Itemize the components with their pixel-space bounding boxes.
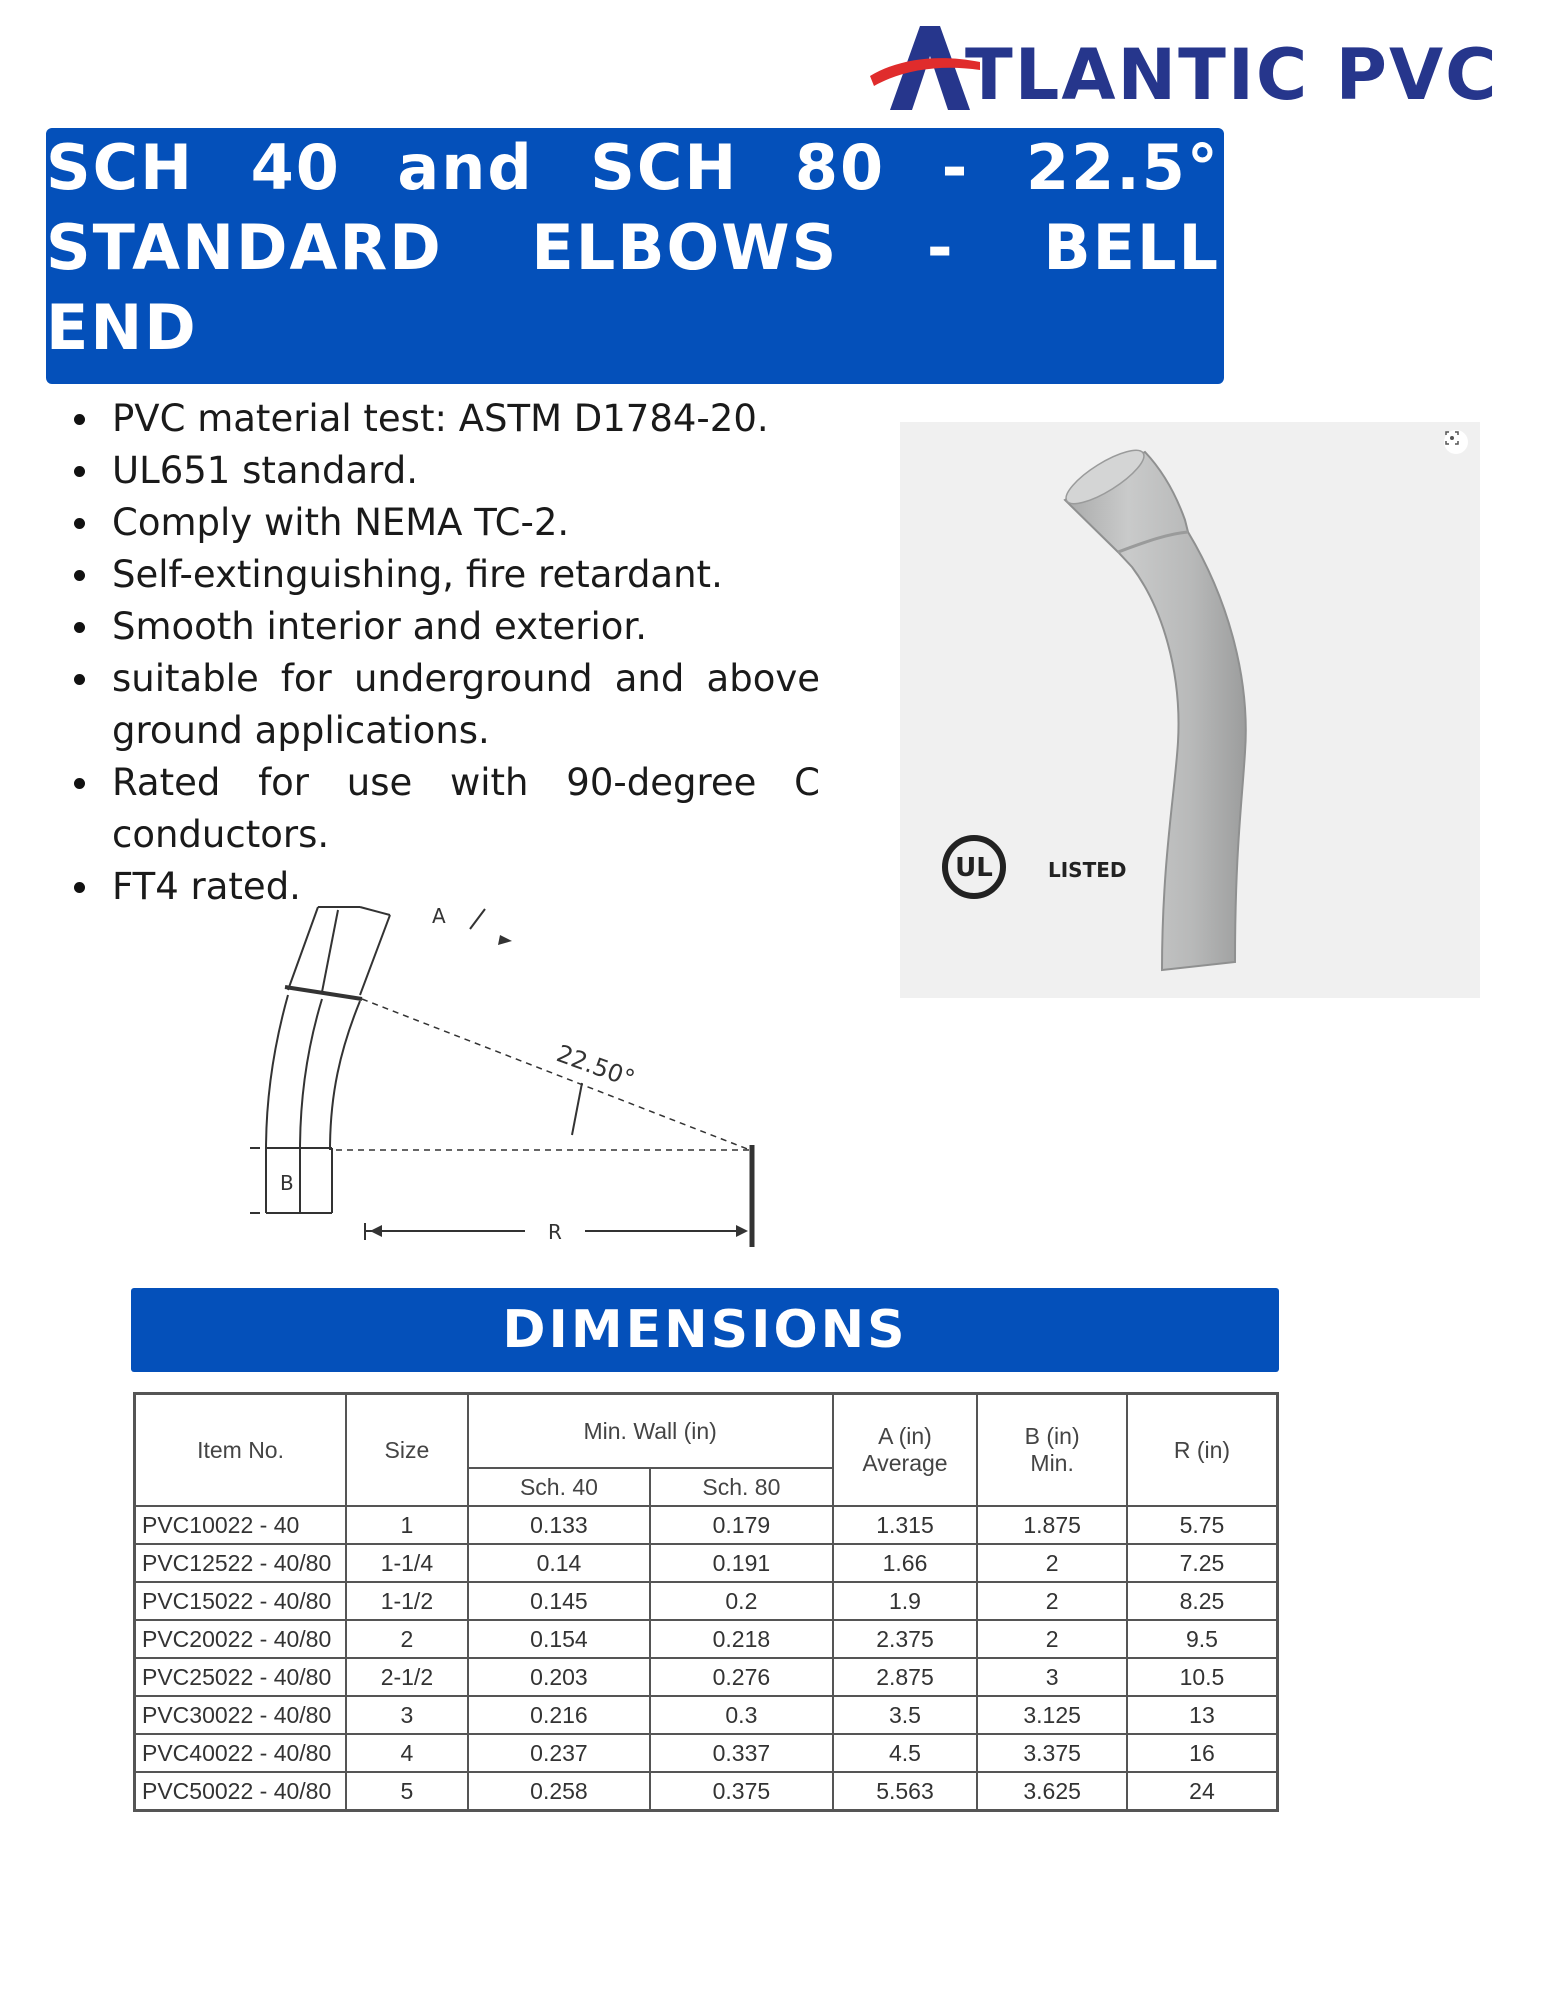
- title-word: 22.5°: [1025, 131, 1220, 204]
- cell-r: 8.25: [1127, 1582, 1278, 1620]
- cell-sch80: 0.276: [650, 1658, 832, 1696]
- cell-item-no: PVC40022 - 40/80: [135, 1734, 347, 1772]
- cell-item-no: PVC25022 - 40/80: [135, 1658, 347, 1696]
- header-b-line1: B (in): [1024, 1423, 1080, 1449]
- cell-a: 1.9: [833, 1582, 978, 1620]
- cell-sch80: 0.218: [650, 1620, 832, 1658]
- header-r: R (in): [1127, 1394, 1278, 1507]
- header-b: [977, 1394, 1127, 1507]
- table-row: [135, 1506, 1278, 1544]
- cell-a: 2.875: [833, 1658, 978, 1696]
- dimensions-table: [133, 1392, 1279, 1812]
- product-photo: [900, 422, 1480, 998]
- table-row: [135, 1772, 1278, 1811]
- feature-item: PVC material test: ASTM D1784-20.: [60, 393, 820, 445]
- header-item-no: Item No.: [135, 1394, 347, 1507]
- ul-listed-label: LISTED: [1048, 858, 1127, 882]
- cell-sch40: 0.133: [468, 1506, 650, 1544]
- cell-a: 1.66: [833, 1544, 978, 1582]
- ul-listed-icon: [940, 832, 1010, 902]
- table-row: [135, 1544, 1278, 1582]
- cell-size: 2-1/2: [346, 1658, 468, 1696]
- page-title: [46, 128, 1224, 384]
- feature-item: Self-extinguishing, fire retardant.: [60, 549, 820, 601]
- cell-sch40: 0.216: [468, 1696, 650, 1734]
- cell-item-no: PVC15022 - 40/80: [135, 1582, 347, 1620]
- cell-r: 9.5: [1127, 1620, 1278, 1658]
- header-a-line2: Average: [862, 1450, 948, 1476]
- cell-b: 3.125: [977, 1696, 1127, 1734]
- diagram-label-r: R: [548, 1220, 562, 1244]
- header-b-line2: Min.: [1030, 1450, 1074, 1476]
- header-min-wall: Min. Wall (in): [468, 1394, 833, 1469]
- table-row: [135, 1658, 1278, 1696]
- cell-a: 1.315: [833, 1506, 978, 1544]
- cell-a: 5.563: [833, 1772, 978, 1811]
- cell-sch40: 0.154: [468, 1620, 650, 1658]
- diagram-label-a: A: [432, 904, 446, 928]
- brand-logo: [870, 18, 1499, 118]
- header-sch80: Sch. 80: [650, 1468, 832, 1506]
- cell-b: 1.875: [977, 1506, 1127, 1544]
- cell-size: 1: [346, 1506, 468, 1544]
- feature-item: UL651 standard.: [60, 445, 820, 497]
- cell-item-no: PVC30022 - 40/80: [135, 1696, 347, 1734]
- cell-sch80: 0.191: [650, 1544, 832, 1582]
- cell-sch80: 0.3: [650, 1696, 832, 1734]
- title-word: BELL: [1043, 211, 1220, 284]
- title-word: and: [397, 131, 534, 204]
- cell-b: 3.375: [977, 1734, 1127, 1772]
- cell-b: 3: [977, 1658, 1127, 1696]
- cell-item-no: PVC10022 - 40: [135, 1506, 347, 1544]
- feature-item: Smooth interior and exterior.: [60, 601, 820, 653]
- title-word: ELBOWS: [531, 211, 839, 284]
- cell-a: 2.375: [833, 1620, 978, 1658]
- cell-r: 10.5: [1127, 1658, 1278, 1696]
- table-row: [135, 1696, 1278, 1734]
- cell-b: 2: [977, 1582, 1127, 1620]
- title-line-3: [46, 288, 1224, 368]
- cell-sch40: 0.258: [468, 1772, 650, 1811]
- cell-r: 5.75: [1127, 1506, 1278, 1544]
- elbow-pipe-image: [900, 422, 1480, 998]
- cell-sch80: 0.179: [650, 1506, 832, 1544]
- cell-sch40: 0.145: [468, 1582, 650, 1620]
- svg-text:UL: UL: [955, 853, 993, 883]
- feature-item: suitable for underground and above ground applications.: [60, 653, 820, 757]
- table-row: [135, 1620, 1278, 1658]
- header-a: [833, 1394, 978, 1507]
- cell-sch80: 0.337: [650, 1734, 832, 1772]
- cell-size: 2: [346, 1620, 468, 1658]
- elbow-dimension-diagram: [250, 895, 770, 1265]
- cell-item-no: PVC12522 - 40/80: [135, 1544, 347, 1582]
- header-a-line1: A (in): [878, 1423, 932, 1449]
- feature-item: Comply with NEMA TC-2.: [60, 497, 820, 549]
- cell-sch40: 0.203: [468, 1658, 650, 1696]
- cell-r: 7.25: [1127, 1544, 1278, 1582]
- logo-a-icon: [870, 18, 980, 118]
- diagram-label-b: B: [280, 1171, 294, 1195]
- cell-sch40: 0.14: [468, 1544, 650, 1582]
- table-row: [135, 1734, 1278, 1772]
- cell-size: 3: [346, 1696, 468, 1734]
- feature-item: FT4 rated.: [60, 861, 820, 913]
- cell-b: 2: [977, 1620, 1127, 1658]
- cell-item-no: PVC20022 - 40/80: [135, 1620, 347, 1658]
- cell-size: 5: [346, 1772, 468, 1811]
- cell-a: 4.5: [833, 1734, 978, 1772]
- cell-b: 2: [977, 1544, 1127, 1582]
- cell-b: 3.625: [977, 1772, 1127, 1811]
- cell-r: 24: [1127, 1772, 1278, 1811]
- dimensions-heading: DIMENSIONS: [131, 1288, 1279, 1372]
- expand-icon[interactable]: [1444, 430, 1468, 454]
- cell-r: 13: [1127, 1696, 1278, 1734]
- feature-list: [60, 393, 820, 913]
- cell-a: 3.5: [833, 1696, 978, 1734]
- ul-listed-badge: [940, 832, 1127, 902]
- cell-sch80: 0.375: [650, 1772, 832, 1811]
- title-line-1: [46, 128, 1224, 208]
- cell-r: 16: [1127, 1734, 1278, 1772]
- title-word: 40: [250, 131, 341, 204]
- title-line-2: [46, 208, 1224, 288]
- feature-item: Rated for use with 90-degree C conductors.: [60, 757, 820, 861]
- title-word: END: [46, 291, 198, 364]
- title-word: -: [941, 131, 970, 204]
- cell-size: 1-1/4: [346, 1544, 468, 1582]
- title-word: SCH: [46, 131, 195, 204]
- table-row: [135, 1582, 1278, 1620]
- cell-sch80: 0.2: [650, 1582, 832, 1620]
- title-word: STANDARD: [46, 211, 443, 284]
- cell-sch40: 0.237: [468, 1734, 650, 1772]
- title-word: -: [926, 211, 955, 284]
- cell-size: 4: [346, 1734, 468, 1772]
- cell-item-no: PVC50022 - 40/80: [135, 1772, 347, 1811]
- header-sch40: Sch. 40: [468, 1468, 650, 1506]
- diagram-label-angle: 22.50°: [552, 1039, 639, 1094]
- title-word: 80: [794, 131, 886, 204]
- cell-size: 1-1/2: [346, 1582, 468, 1620]
- header-size: Size: [346, 1394, 468, 1507]
- title-word: SCH: [590, 131, 739, 204]
- brand-name: TLANTIC PVC: [965, 34, 1499, 116]
